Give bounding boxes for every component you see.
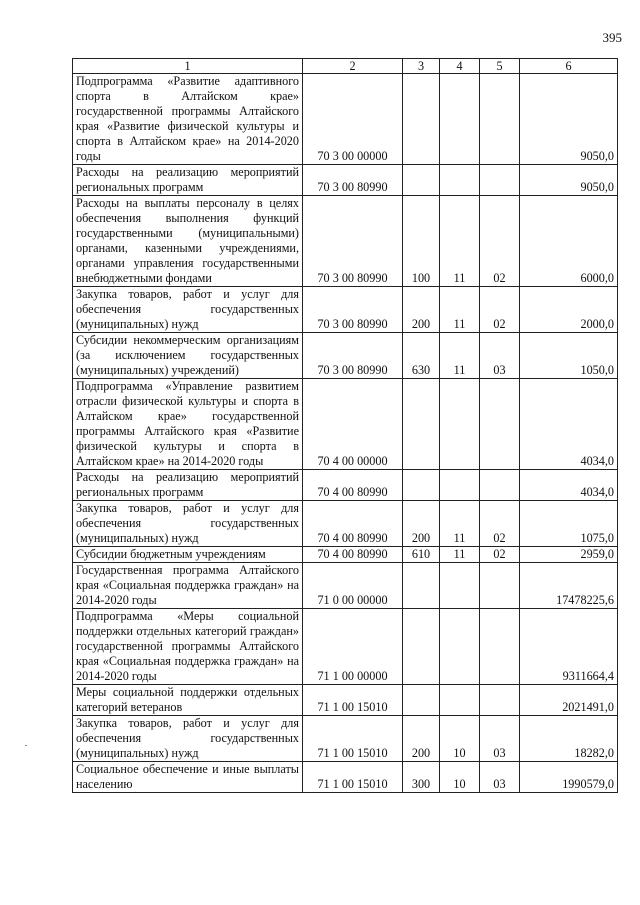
row-name: Субсидии бюджетным учреждениям <box>73 547 303 563</box>
row-code: 70 4 00 80990 <box>303 470 403 501</box>
row-col4: 11 <box>440 501 480 547</box>
table-row <box>73 563 618 609</box>
row-col4 <box>440 685 480 716</box>
row-col3 <box>403 74 440 165</box>
row-amount: 2000,0 <box>520 287 618 333</box>
row-col4 <box>440 74 480 165</box>
row-name: Расходы на реализацию мероприятий региональных программ <box>73 165 303 196</box>
row-amount: 9050,0 <box>520 74 618 165</box>
row-code: 71 1 00 15010 <box>303 716 403 762</box>
row-name: Подпрограмма «Развитие адаптивного спорта в Алтайском крае» государственной программы Алтайского края «Развитие физической культуры и спорта в Алтайском крае» на 2014-2020 годы <box>73 74 303 165</box>
row-col4: 10 <box>440 762 480 793</box>
row-code: 70 3 00 00000 <box>303 74 403 165</box>
row-amount: 2021491,0 <box>520 685 618 716</box>
table-row <box>73 196 618 287</box>
row-col4: 11 <box>440 547 480 563</box>
table-row <box>73 716 618 762</box>
row-code: 70 4 00 80990 <box>303 501 403 547</box>
row-name: Закупка товаров, работ и услуг для обеспечения государственных (муниципальных) нужд <box>73 501 303 547</box>
scan-speck <box>25 745 27 746</box>
page-number: 395 <box>602 30 622 45</box>
row-col3: 200 <box>403 716 440 762</box>
table-row <box>73 547 618 563</box>
row-col3: 300 <box>403 762 440 793</box>
row-amount: 9050,0 <box>520 165 618 196</box>
row-col3 <box>403 609 440 685</box>
row-code: 70 4 00 80990 <box>303 547 403 563</box>
header-cell-4: 4 <box>440 59 480 74</box>
row-name: Меры социальной поддержки отдельных категорий ветеранов <box>73 685 303 716</box>
table-row <box>73 287 618 333</box>
row-col3: 100 <box>403 196 440 287</box>
row-amount: 18282,0 <box>520 716 618 762</box>
row-col3 <box>403 379 440 470</box>
row-col4 <box>440 379 480 470</box>
row-col4 <box>440 563 480 609</box>
row-col4 <box>440 470 480 501</box>
row-col4: 11 <box>440 196 480 287</box>
row-col5: 02 <box>480 501 520 547</box>
row-code: 71 1 00 15010 <box>303 685 403 716</box>
row-code: 70 3 00 80990 <box>303 287 403 333</box>
row-amount: 9311664,4 <box>520 609 618 685</box>
row-amount: 4034,0 <box>520 379 618 470</box>
row-col5: 02 <box>480 547 520 563</box>
row-code: 70 3 00 80990 <box>303 165 403 196</box>
table-row <box>73 685 618 716</box>
row-col5 <box>480 379 520 470</box>
row-amount: 1050,0 <box>520 333 618 379</box>
table-row <box>73 333 618 379</box>
row-col5: 03 <box>480 333 520 379</box>
row-name: Расходы на реализацию мероприятий региональных программ <box>73 470 303 501</box>
row-col4: 11 <box>440 333 480 379</box>
row-code: 70 4 00 00000 <box>303 379 403 470</box>
row-col5 <box>480 609 520 685</box>
row-col5: 03 <box>480 716 520 762</box>
row-amount: 6000,0 <box>520 196 618 287</box>
row-col5: 02 <box>480 287 520 333</box>
row-name: Закупка товаров, работ и услуг для обеспечения государственных (муниципальных) нужд <box>73 287 303 333</box>
row-code: 71 0 00 00000 <box>303 563 403 609</box>
row-amount: 4034,0 <box>520 470 618 501</box>
row-code: 70 3 00 80990 <box>303 196 403 287</box>
row-col5 <box>480 165 520 196</box>
row-col5: 02 <box>480 196 520 287</box>
header-cell-5: 5 <box>480 59 520 74</box>
row-amount: 1075,0 <box>520 501 618 547</box>
row-code: 71 1 00 15010 <box>303 762 403 793</box>
table-row <box>73 74 618 165</box>
row-col3: 200 <box>403 287 440 333</box>
row-name: Подпрограмма «Управление развитием отрасли физической культуры и спорта в Алтайском крае» государственной программы Алтайского края «Развитие физической культуры и спорта в Алтайском крае» на 2014-2020 годы <box>73 379 303 470</box>
header-cell-code: 2 <box>303 59 403 74</box>
header-cell-amount: 6 <box>520 59 618 74</box>
row-name: Субсидии некоммерческим организациям (за исключением государственных (муниципальных) учреждений) <box>73 333 303 379</box>
header-cell-name: 1 <box>73 59 303 74</box>
row-name: Закупка товаров, работ и услуг для обеспечения государственных (муниципальных) нужд <box>73 716 303 762</box>
table-row <box>73 501 618 547</box>
row-name: Расходы на выплаты персоналу в целях обеспечения выполнения функций государственными (муниципальными) органами, казенными учреждениями, органами управления государственными внебюджетными фондами <box>73 196 303 287</box>
row-col5 <box>480 74 520 165</box>
budget-table <box>72 58 618 793</box>
row-amount: 17478225,6 <box>520 563 618 609</box>
row-col3 <box>403 165 440 196</box>
table-row <box>73 762 618 793</box>
row-col3 <box>403 563 440 609</box>
table-row <box>73 165 618 196</box>
row-col3 <box>403 685 440 716</box>
row-col4: 11 <box>440 287 480 333</box>
row-name: Государственная программа Алтайского края «Социальная поддержка граждан» на 2014-2020 годы <box>73 563 303 609</box>
row-col4: 10 <box>440 716 480 762</box>
row-col3: 610 <box>403 547 440 563</box>
row-code: 71 1 00 00000 <box>303 609 403 685</box>
row-col3: 630 <box>403 333 440 379</box>
row-amount: 2959,0 <box>520 547 618 563</box>
header-row <box>73 59 618 74</box>
table-row <box>73 609 618 685</box>
table-row <box>73 470 618 501</box>
row-col4 <box>440 609 480 685</box>
row-col3 <box>403 470 440 501</box>
row-col5 <box>480 470 520 501</box>
row-col5: 03 <box>480 762 520 793</box>
row-amount: 1990579,0 <box>520 762 618 793</box>
table-row <box>73 379 618 470</box>
row-col5 <box>480 685 520 716</box>
row-col4 <box>440 165 480 196</box>
row-col5 <box>480 563 520 609</box>
row-col3: 200 <box>403 501 440 547</box>
header-cell-3: 3 <box>403 59 440 74</box>
row-code: 70 3 00 80990 <box>303 333 403 379</box>
row-name: Социальное обеспечение и иные выплаты населению <box>73 762 303 793</box>
row-name: Подпрограмма «Меры социальной поддержки отдельных категорий граждан» государственной программы Алтайского края «Социальная поддержка граждан» на 2014-2020 годы <box>73 609 303 685</box>
